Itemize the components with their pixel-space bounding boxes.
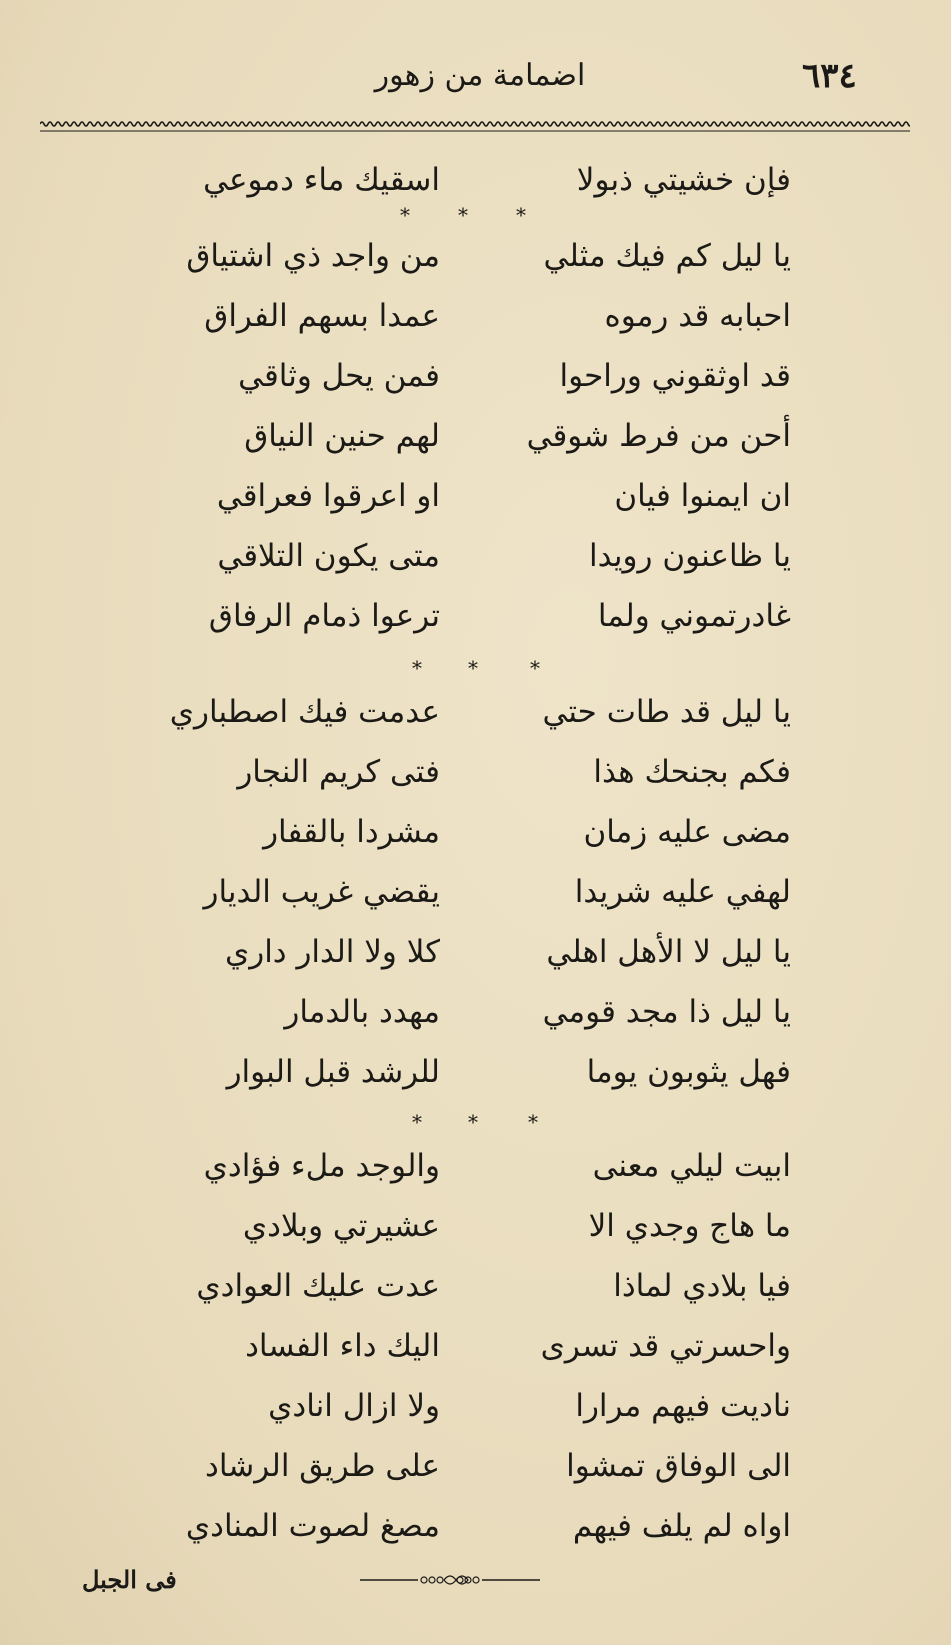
separator-star: * (528, 1110, 538, 1134)
verse-right-hemistich: ناديت فيهم مرارا (575, 1388, 791, 1424)
verse-left-hemistich: والوجد ملء فؤادي (203, 1148, 440, 1184)
verse-right-hemistich: غادرتموني ولما (597, 598, 791, 634)
verse-left-hemistich: مصغ لصوت المنادي (185, 1508, 440, 1544)
verse-line (0, 742, 951, 802)
verse-line (0, 1376, 951, 1436)
verse-right-hemistich: فيا بلادي لماذا (613, 1268, 791, 1304)
verse-right-hemistich: الى الوفاق تمشوا (566, 1448, 791, 1484)
verse-left-hemistich: مهدد بالدمار (284, 994, 440, 1030)
verse-line (0, 922, 951, 982)
verse-line (0, 526, 951, 586)
verse-left-hemistich: مشردا بالقفار (263, 814, 440, 850)
verse-right-hemistich: قد اوثقوني وراحوا (559, 358, 791, 394)
verse-right-hemistich: يا ليل ذا مجد قومي (542, 994, 791, 1030)
verse-line (0, 346, 951, 406)
verse-right-hemistich: أحن من فرط شوقي (526, 418, 791, 454)
verse-left-hemistich: عشيرتي وبلادي (242, 1208, 440, 1244)
separator-star: * (468, 656, 478, 680)
verse-left-hemistich: للرشد قبل البوار (226, 1054, 440, 1090)
verse-line (0, 466, 951, 526)
separator-star: * (458, 203, 468, 227)
verse-line (0, 1136, 951, 1196)
separator-star: * (516, 203, 526, 227)
verse-line (0, 1436, 951, 1496)
verse-right-hemistich: احبابه قد رموه (604, 298, 791, 334)
verse-right-hemistich: واحسرتي قد تسرى (540, 1328, 791, 1364)
verse-left-hemistich: متى يكون التلاقي (217, 538, 440, 574)
verse-right-hemistich: مضى عليه زمان (583, 814, 791, 850)
verse-left-hemistich: عدمت فيك اصطباري (169, 694, 440, 730)
verse-right-hemistich: يا ليل لا الأهل اهلي (546, 934, 791, 970)
verse-left-hemistich: فتى كريم النجار (237, 754, 440, 790)
footer-ornament (360, 1572, 540, 1588)
verse-right-hemistich: ان ايمنوا فيان (614, 478, 791, 514)
verse-left-hemistich: فمن يحل وثاقي (238, 358, 440, 394)
verse-left-hemistich: ترعوا ذمام الرفاق (208, 598, 440, 634)
verse-line (0, 1316, 951, 1376)
verse-line (0, 586, 951, 646)
verse-left-hemistich: كلا ولا الدار داري (224, 934, 440, 970)
catchword: فى الجبل (82, 1565, 177, 1594)
verse-right-hemistich: يا ظاعنون رويدا (589, 538, 791, 574)
separator-star: * (412, 656, 422, 680)
page-number: ٦٣٤ (802, 56, 857, 96)
running-title: اضمامة من زهور (374, 58, 586, 93)
verse-left-hemistich: عدت عليك العوادي (196, 1268, 440, 1304)
separator-star: * (468, 1110, 478, 1134)
verse-right-hemistich: يا ليل قد طات حتي (542, 694, 791, 730)
verse-right-hemistich: فكم بجنحك هذا (593, 754, 791, 790)
verse-left-hemistich: اليك داء الفساد (245, 1328, 440, 1364)
verse-right-hemistich: يا ليل كم فيك مثلي (543, 238, 791, 274)
verse-right-hemistich: فإن خشيتي ذبولا (576, 162, 791, 198)
verse-left-hemistich: اسقيك ماء دموعي (203, 162, 440, 198)
separator-star: * (400, 203, 410, 227)
verse-left-hemistich: لهم حنين النياق (244, 418, 440, 454)
verse-line (0, 1496, 951, 1556)
verse-right-hemistich: لهفي عليه شريدا (574, 874, 791, 910)
verse-line (0, 1196, 951, 1256)
verse-left-hemistich: عمدا بسهم الفراق (204, 298, 440, 334)
verse-line (0, 150, 951, 210)
verse-left-hemistich: على طريق الرشاد (205, 1448, 440, 1484)
verse-line (0, 1256, 951, 1316)
verse-right-hemistich: اواه لم يلف فيهم (572, 1508, 791, 1544)
verse-line (0, 862, 951, 922)
separator-star: * (412, 1110, 422, 1134)
verse-right-hemistich: ما هاج وجدي الا (588, 1208, 791, 1244)
separator-star: * (530, 656, 540, 680)
verse-right-hemistich: فهل يثوبون يوما (586, 1054, 791, 1090)
verse-left-hemistich: يقضي غريب الديار (203, 874, 440, 910)
verse-left-hemistich: او اعرقوا فعراقي (216, 478, 440, 514)
verse-left-hemistich: ولا ازال انادي (268, 1388, 440, 1424)
verse-line (0, 286, 951, 346)
verse-right-hemistich: ابيت ليلي معنى (592, 1148, 791, 1184)
verse-line (0, 406, 951, 466)
verse-line (0, 802, 951, 862)
verse-line (0, 1042, 951, 1102)
verse-line (0, 682, 951, 742)
verse-line (0, 226, 951, 286)
verse-line (0, 982, 951, 1042)
verse-left-hemistich: من واجد ذي اشتياق (186, 238, 440, 274)
